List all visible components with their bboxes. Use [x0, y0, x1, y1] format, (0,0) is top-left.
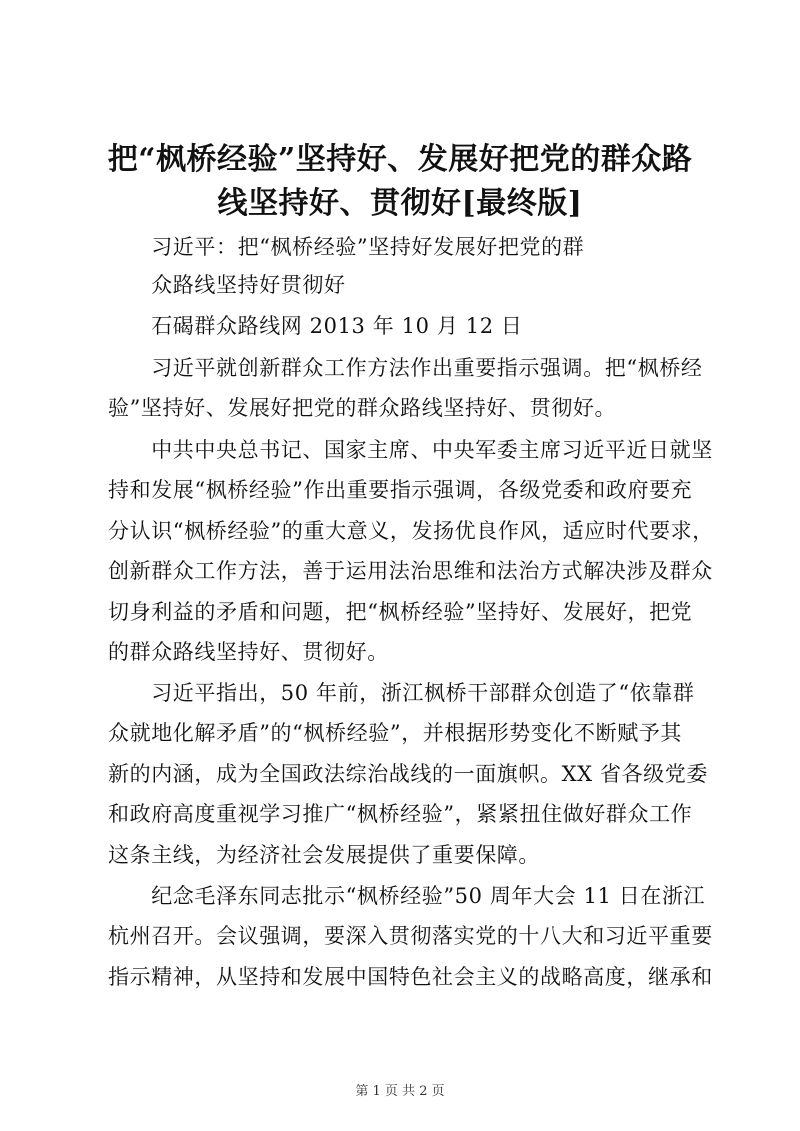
body-line: 习近平就创新群众工作方法作出重要指示强调。把“枫桥经: [108, 356, 703, 380]
body-line: 创新群众工作方法，善于运用法治思维和法治方式解决涉及群众: [108, 559, 713, 583]
body-line: 和政府高度重视学习推广“枫桥经验”，紧紧扭住做好群众工作: [108, 802, 693, 826]
body-line: 这条主线，为经济社会发展提供了重要保障。: [108, 843, 540, 867]
body-line: 习近平：把“枫桥经验”坚持好发展好把党的群: [108, 235, 585, 259]
body-line: 指示精神，从坚持和发展中国特色社会主义的战略高度，继承和: [108, 965, 713, 989]
body-line: 纪念毛泽东同志批示“枫桥经验”50 周年大会 11 日在浙江: [108, 884, 706, 908]
body-line: 众就地化解矛盾”的“枫桥经验”，并根据形势变化不断赋予其: [108, 721, 683, 745]
body-line: 的群众路线坚持好、贯彻好。: [108, 640, 389, 664]
page-number-footer: 第 1 页 共 2 页: [355, 1084, 445, 1099]
body-line: 新的内涵，成为全国政法综治战线的一面旗帜。XX 省各级党委: [108, 762, 708, 786]
body-line: 习近平指出，50 年前，浙江枫桥干部群众创造了“依靠群: [108, 681, 695, 705]
body-line: 分认识“枫桥经验”的重大意义，发扬优良作风，适应时代要求，: [108, 519, 714, 543]
body-line: 切身利益的矛盾和问题，把“枫桥经验”坚持好、发展好，把党: [108, 600, 693, 624]
body-line: 石碣群众路线网 2013 年 10 月 12 日: [108, 314, 523, 338]
body-line: 验”坚持好、发展好把党的群众路线坚持好、贯彻好。: [108, 396, 617, 420]
body-line: 众路线坚持好贯彻好: [108, 273, 346, 297]
body-line: 持和发展“枫桥经验”作出重要指示强调，各级党委和政府要充: [108, 478, 693, 502]
document-title-line-2: 线坚持好、贯彻好[最终版]: [217, 186, 583, 221]
body-line: 杭州召开。会议强调，要深入贯彻落实党的十八大和习近平重要: [108, 924, 713, 948]
document-title-line-1: 把“枫桥经验”坚持好、发展好把党的群众路: [107, 142, 693, 177]
body-line: 中共中央总书记、国家主席、中央军委主席习近平近日就坚: [108, 438, 713, 462]
